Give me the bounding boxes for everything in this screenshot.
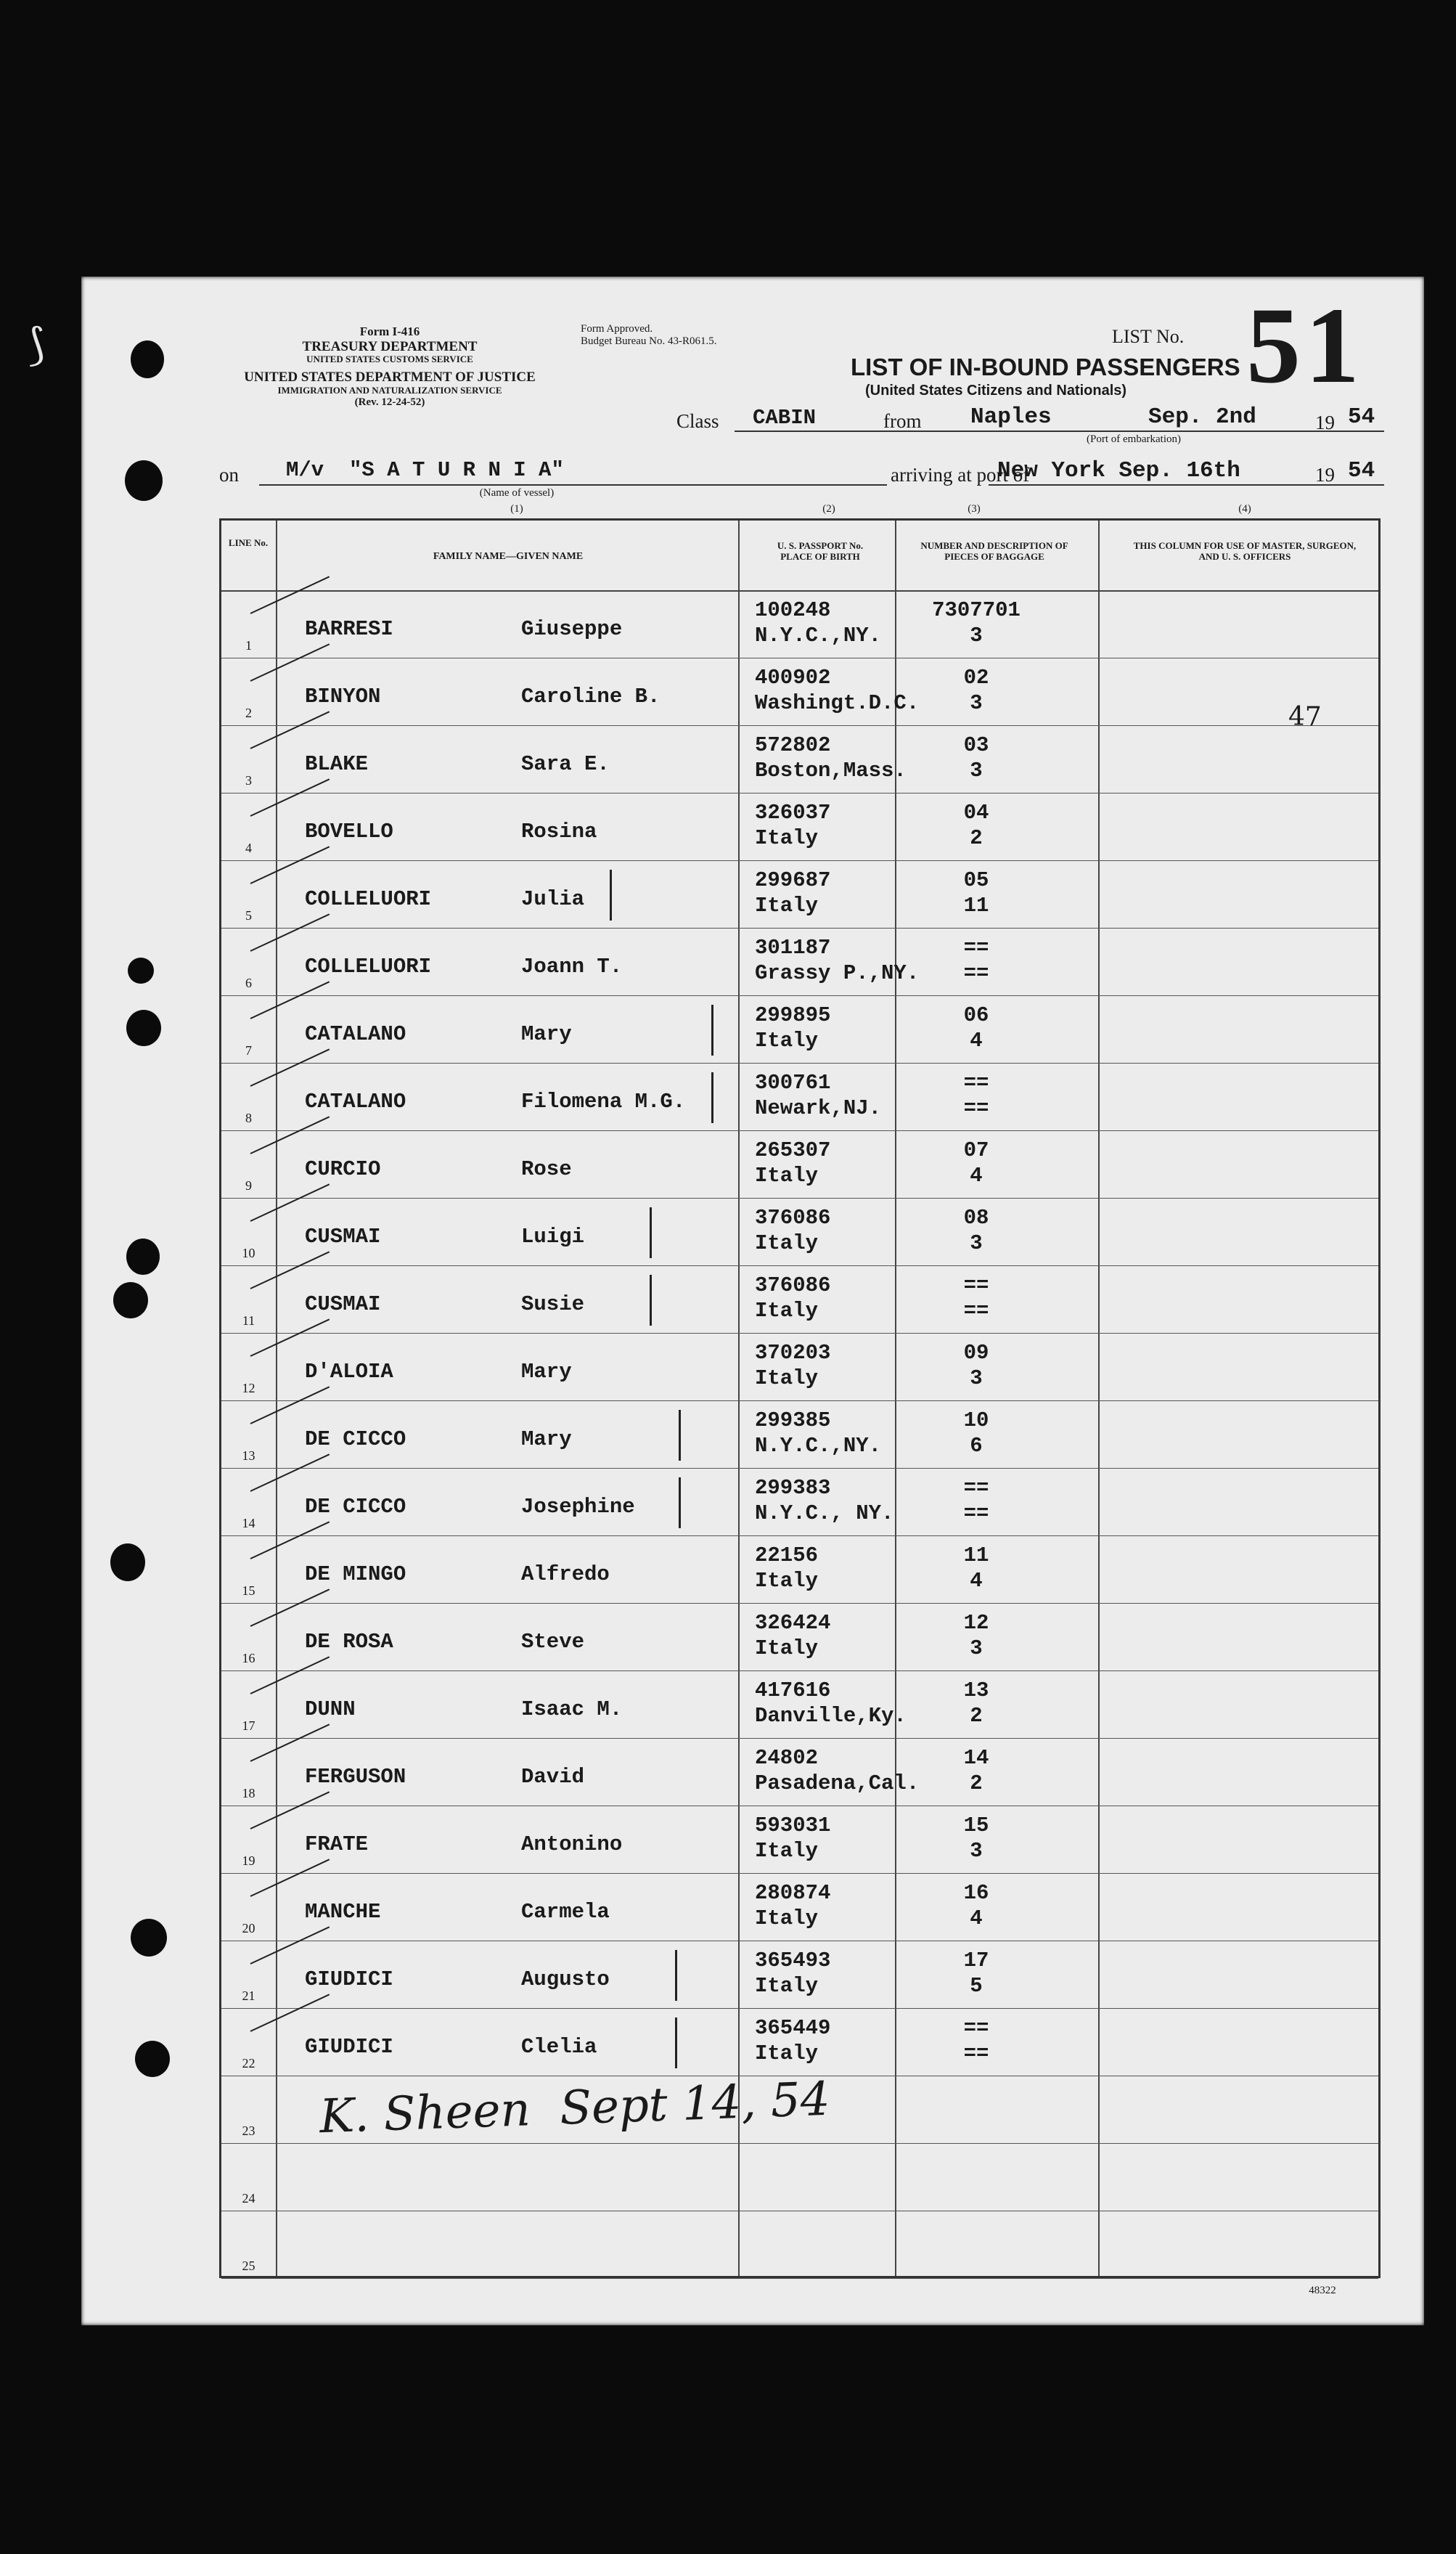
table-row	[221, 658, 1378, 726]
punch-hole	[113, 2360, 150, 2395]
punch-hole	[131, 340, 164, 378]
passport-number: 280874	[755, 1881, 831, 1905]
form-approved: Form Approved.	[581, 323, 653, 335]
family-name: COLLELUORI	[305, 955, 432, 979]
embark-date: Sep. 2nd	[1148, 404, 1256, 430]
year-2: 54	[1348, 458, 1375, 484]
given-name: Susie	[521, 1292, 585, 1316]
family-name: CATALANO	[305, 1022, 406, 1046]
officer-note: 47	[1288, 702, 1322, 732]
column-number-1: (1)	[510, 503, 523, 515]
family-name: BLAKE	[305, 752, 369, 776]
passport-number: 300761	[755, 1071, 831, 1095]
inspector-signature: K. Sheen Sept 14, 54	[318, 2072, 831, 2145]
justice-block	[219, 370, 560, 409]
baggage-number: ==	[963, 1476, 989, 1500]
place-of-birth: Italy	[755, 2041, 819, 2065]
passport-number: 299895	[755, 1003, 831, 1027]
baggage-number: 02	[963, 666, 989, 690]
punch-hole	[126, 1010, 161, 1046]
family-name: DE ROSA	[305, 1630, 393, 1654]
passport-number: 376086	[755, 1273, 831, 1297]
family-name: BARRESI	[305, 617, 393, 641]
given-name: Joann T.	[521, 955, 623, 979]
given-name: Sara E.	[521, 752, 610, 776]
line-number: 19	[242, 1853, 255, 1868]
place-of-birth: Italy	[755, 1906, 819, 1930]
table-row	[221, 1064, 1378, 1131]
baggage-number: 16	[963, 1881, 989, 1905]
line-number: 10	[242, 1246, 255, 1260]
table-row	[221, 1806, 1378, 1874]
table-row	[221, 2211, 1378, 2279]
family-name: FRATE	[305, 1832, 369, 1856]
pen-stroke	[711, 1005, 713, 1056]
passport-number: 100248	[755, 598, 831, 622]
family-name: D'ALOIA	[305, 1360, 393, 1384]
pen-stroke	[610, 870, 612, 921]
baggage-number: 05	[963, 868, 989, 892]
baggage-pieces: 4	[970, 1029, 983, 1053]
family-name: DE CICCO	[305, 1495, 406, 1519]
line-number: 23	[242, 2123, 255, 2138]
table-row	[221, 1266, 1378, 1334]
line-number: 11	[242, 1313, 255, 1328]
baggage-number: 09	[963, 1341, 989, 1365]
table-row	[221, 1199, 1378, 1266]
given-name: Giuseppe	[521, 617, 623, 641]
line-number: 8	[245, 1111, 252, 1125]
table-row	[221, 1604, 1378, 1671]
place-of-birth: Italy	[755, 1029, 819, 1053]
list-title: LIST OF IN-BOUND PASSENGERS	[851, 354, 1240, 380]
margin-scribble: ⟆	[28, 319, 45, 370]
baggage-pieces: 6	[970, 1434, 983, 1458]
passport-number: 326424	[755, 1611, 831, 1635]
check-mark	[250, 576, 330, 614]
line-number: 9	[245, 1178, 252, 1193]
table-row	[221, 1131, 1378, 1199]
punch-hole	[126, 1239, 160, 1275]
baggage-pieces: 3	[970, 691, 983, 715]
line-number: 7	[245, 1043, 252, 1058]
year-underline-2	[1341, 484, 1384, 486]
baggage-number: 12	[963, 1611, 989, 1635]
header-name: FAMILY NAME—GIVEN NAME	[433, 551, 584, 562]
line-number: 6	[245, 976, 252, 990]
pen-stroke	[675, 1950, 677, 2001]
given-name: Clelia	[521, 2035, 597, 2059]
budget-bureau: Budget Bureau No. 43-R061.5.	[581, 335, 717, 348]
vessel-name: M/v "S A T U R N I A"	[286, 458, 564, 482]
table-row	[221, 1469, 1378, 1536]
punch-hole	[135, 2041, 170, 2077]
justice-dept: UNITED STATES DEPARTMENT OF JUSTICE	[244, 370, 536, 385]
place-of-birth: Grassy P.,NY.	[755, 961, 920, 985]
given-name: Antonino	[521, 1832, 623, 1856]
place-of-birth: Danville,Ky.	[755, 1704, 907, 1728]
place-of-birth: Italy	[755, 1974, 819, 1998]
family-name: CUSMAI	[305, 1292, 381, 1316]
place-of-birth: N.Y.C.,NY.	[755, 624, 882, 648]
port-underline	[938, 431, 1373, 432]
family-name: CATALANO	[305, 1090, 406, 1114]
baggage-number: ==	[963, 936, 989, 960]
column-number-2: (2)	[822, 503, 835, 515]
family-name: CUSMAI	[305, 1225, 381, 1249]
table-row	[221, 1401, 1378, 1469]
pen-stroke	[650, 1207, 652, 1258]
punch-hole	[134, 2516, 170, 2554]
place-of-birth: Italy	[755, 1299, 819, 1323]
line-number: 25	[242, 2259, 255, 2273]
line-number: 4	[245, 841, 252, 855]
class-label: Class	[676, 410, 719, 432]
table-row	[221, 1334, 1378, 1401]
line-number: 2	[245, 706, 252, 720]
given-name: Carmela	[521, 1900, 610, 1924]
revision: (Rev. 12-24-52)	[354, 396, 425, 408]
punch-hole	[113, 1282, 148, 1318]
baggage-number: ==	[963, 2016, 989, 2040]
from-label: from	[883, 410, 922, 432]
class-value: CABIN	[753, 406, 817, 430]
year-1: 54	[1348, 404, 1375, 430]
place-of-birth: Italy	[755, 1839, 819, 1863]
passenger-table	[219, 518, 1381, 2278]
header-officers: THIS COLUMN FOR USE OF MASTER, SURGEON, AND U. S. OFFICERS	[1133, 540, 1357, 562]
baggage-number: ==	[963, 1273, 989, 1297]
place-of-birth: Boston,Mass.	[755, 759, 907, 783]
line-number: 17	[242, 1718, 255, 1733]
baggage-number: ==	[963, 1071, 989, 1095]
passport-number: 400902	[755, 666, 831, 690]
given-name: Caroline B.	[521, 685, 660, 709]
vessel-caption: (Name of vessel)	[479, 487, 555, 499]
place-of-birth: Washingt.D.C.	[755, 691, 920, 715]
from-port: Naples	[970, 404, 1052, 430]
passport-number: 299383	[755, 1476, 831, 1500]
line-number: 1	[245, 638, 252, 653]
approval-block	[581, 323, 755, 348]
baggage-number: 04	[963, 801, 989, 825]
baggage-pieces: 2	[970, 826, 983, 850]
header-line-no: LINE No.	[228, 537, 269, 548]
place-of-birth: Pasadena,Cal.	[755, 1771, 920, 1795]
line-number: 3	[245, 773, 252, 788]
line-number: 20	[242, 1921, 255, 1935]
punch-hole	[142, 2398, 173, 2431]
line-number: 14	[242, 1516, 255, 1530]
family-name: GIUDICI	[305, 2035, 393, 2059]
baggage-number: 15	[963, 1813, 989, 1837]
family-name: CURCIO	[305, 1157, 381, 1181]
pen-stroke	[679, 1410, 681, 1461]
header-passport: U. S. PASSPORT No. PLACE OF BIRTH	[777, 540, 864, 562]
pen-stroke	[679, 1477, 681, 1528]
passport-number: 24802	[755, 1746, 819, 1770]
baggage-number: 06	[963, 1003, 989, 1027]
baggage-number: 08	[963, 1206, 989, 1230]
line-number: 21	[242, 1988, 255, 2003]
ins-service: IMMIGRATION AND NATURALIZATION SERVICE	[277, 384, 502, 396]
given-name: Josephine	[521, 1495, 635, 1519]
line-number: 15	[242, 1583, 255, 1598]
arriving-label: arriving at port of	[891, 464, 1030, 486]
column-number-4: (4)	[1238, 503, 1251, 515]
baggage-pieces: 3	[970, 1366, 983, 1390]
year-prefix-2: 19	[1315, 464, 1335, 486]
given-name: Augusto	[521, 1967, 610, 1991]
table-row	[221, 793, 1378, 861]
baggage-number: 07	[963, 1138, 989, 1162]
baggage-pieces: 4	[970, 1906, 983, 1930]
given-name: Mary	[521, 1022, 572, 1046]
table-row	[221, 1671, 1378, 1739]
given-name: Alfredo	[521, 1562, 610, 1586]
place-of-birth: Italy	[755, 1164, 819, 1188]
baggage-pieces: 2	[970, 1704, 983, 1728]
arrival-port-date: New York Sep. 16th	[997, 458, 1240, 484]
given-name: David	[521, 1765, 585, 1789]
table-row	[221, 1739, 1378, 1806]
pen-stroke	[650, 1275, 652, 1326]
baggage-pieces: ==	[963, 1299, 989, 1323]
family-name: MANCHE	[305, 1900, 381, 1924]
passport-number: 370203	[755, 1341, 831, 1365]
passport-number: 365449	[755, 2016, 831, 2040]
baggage-number: 03	[963, 733, 989, 757]
family-name: BOVELLO	[305, 820, 393, 844]
baggage-number: 17	[963, 1949, 989, 1972]
port-caption: (Port of embarkation)	[1087, 433, 1181, 445]
table-row	[221, 996, 1378, 1064]
family-name: BINYON	[305, 685, 381, 709]
pen-stroke	[711, 1072, 713, 1123]
baggage-pieces: 2	[970, 1771, 983, 1795]
given-name: Steve	[521, 1630, 585, 1654]
form-agency-block	[219, 325, 560, 365]
baggage-pieces: 3	[970, 624, 983, 648]
passport-number: 265307	[755, 1138, 831, 1162]
customs-service: UNITED STATES CUSTOMS SERVICE	[306, 354, 473, 365]
list-no-label: LIST No.	[1112, 326, 1185, 347]
table-row	[221, 2009, 1378, 2076]
table-row	[221, 726, 1378, 793]
punch-hole	[110, 1543, 145, 1581]
line-number: 13	[242, 1448, 255, 1463]
place-of-birth: Italy	[755, 826, 819, 850]
punch-hole	[125, 460, 163, 501]
baggage-pieces: 3	[970, 759, 983, 783]
given-name: Julia	[521, 887, 585, 911]
baggage-pieces: 3	[970, 1839, 983, 1863]
passport-number: 299385	[755, 1408, 831, 1432]
punch-hole	[128, 958, 154, 984]
given-name: Luigi	[521, 1225, 585, 1249]
passport-number: 417616	[755, 1678, 831, 1702]
list-number: 51	[1246, 285, 1364, 406]
column-number-3: (3)	[968, 503, 981, 515]
vessel-underline	[259, 484, 887, 486]
table-row	[221, 1536, 1378, 1604]
baggage-number: 7307701	[932, 598, 1021, 622]
passport-number: 22156	[755, 1543, 819, 1567]
place-of-birth: Italy	[755, 894, 819, 918]
list-subtitle: (United States Citizens and Nationals)	[865, 383, 1127, 399]
given-name: Rose	[521, 1157, 572, 1181]
passport-number: 593031	[755, 1813, 831, 1837]
line-number: 24	[242, 2191, 255, 2206]
baggage-number: 13	[963, 1678, 989, 1702]
line-number: 16	[242, 1651, 255, 1665]
family-name: COLLELUORI	[305, 887, 432, 911]
passport-number: 572802	[755, 733, 831, 757]
passport-number: 301187	[755, 936, 831, 960]
given-name: Rosina	[521, 820, 597, 844]
family-name: DE MINGO	[305, 1562, 406, 1586]
place-of-birth: Italy	[755, 1231, 819, 1255]
pen-stroke	[675, 2018, 677, 2068]
place-of-birth: Italy	[755, 1569, 819, 1593]
place-of-birth: N.Y.C.,NY.	[755, 1434, 882, 1458]
baggage-pieces: 3	[970, 1636, 983, 1660]
form-code: 48322	[1309, 2285, 1336, 2296]
year-prefix-1: 19	[1315, 412, 1335, 433]
baggage-pieces: ==	[963, 1096, 989, 1120]
line-number: 12	[242, 1381, 255, 1395]
line-number: 5	[245, 908, 252, 923]
family-name: GIUDICI	[305, 1967, 393, 1991]
baggage-pieces: 11	[963, 894, 989, 918]
place-of-birth: N.Y.C., NY.	[755, 1501, 894, 1525]
on-label: on	[219, 464, 239, 486]
baggage-number: 10	[963, 1408, 989, 1432]
header-baggage: NUMBER AND DESCRIPTION OF PIECES OF BAGGAGE	[920, 540, 1068, 562]
passport-number: 326037	[755, 801, 831, 825]
line-number: 18	[242, 1786, 255, 1800]
year-underline-1	[1341, 431, 1384, 432]
baggage-pieces: ==	[963, 961, 989, 985]
table-row	[221, 1941, 1378, 2009]
table-row	[221, 929, 1378, 996]
baggage-pieces: 5	[970, 1974, 983, 1998]
treasury-dept: TREASURY DEPARTMENT	[302, 338, 478, 354]
baggage-pieces: ==	[963, 1501, 989, 1525]
passport-number: 376086	[755, 1206, 831, 1230]
given-name: Mary	[521, 1427, 572, 1451]
baggage-pieces: 4	[970, 1164, 983, 1188]
form-number: Form I-416	[359, 325, 420, 338]
table-row	[221, 2144, 1378, 2211]
baggage-pieces: ==	[963, 2041, 989, 2065]
family-name: FERGUSON	[305, 1765, 406, 1789]
line-number: 22	[242, 2056, 255, 2070]
table-row	[221, 591, 1378, 658]
given-name: Mary	[521, 1360, 572, 1384]
place-of-birth: Newark,NJ.	[755, 1096, 882, 1120]
family-name: DE CICCO	[305, 1427, 406, 1451]
baggage-number: 14	[963, 1746, 989, 1770]
place-of-birth: Italy	[755, 1636, 819, 1660]
baggage-pieces: 3	[970, 1231, 983, 1255]
given-name: Isaac M.	[521, 1697, 623, 1721]
table-row	[221, 1874, 1378, 1941]
punch-hole	[131, 1919, 167, 1957]
passport-number: 365493	[755, 1949, 831, 1972]
given-name: Filomena M.G.	[521, 1090, 686, 1114]
passport-number: 299687	[755, 868, 831, 892]
table-row	[221, 861, 1378, 929]
baggage-number: 11	[963, 1543, 989, 1567]
family-name: DUNN	[305, 1697, 356, 1721]
baggage-pieces: 4	[970, 1569, 983, 1593]
place-of-birth: Italy	[755, 1366, 819, 1390]
